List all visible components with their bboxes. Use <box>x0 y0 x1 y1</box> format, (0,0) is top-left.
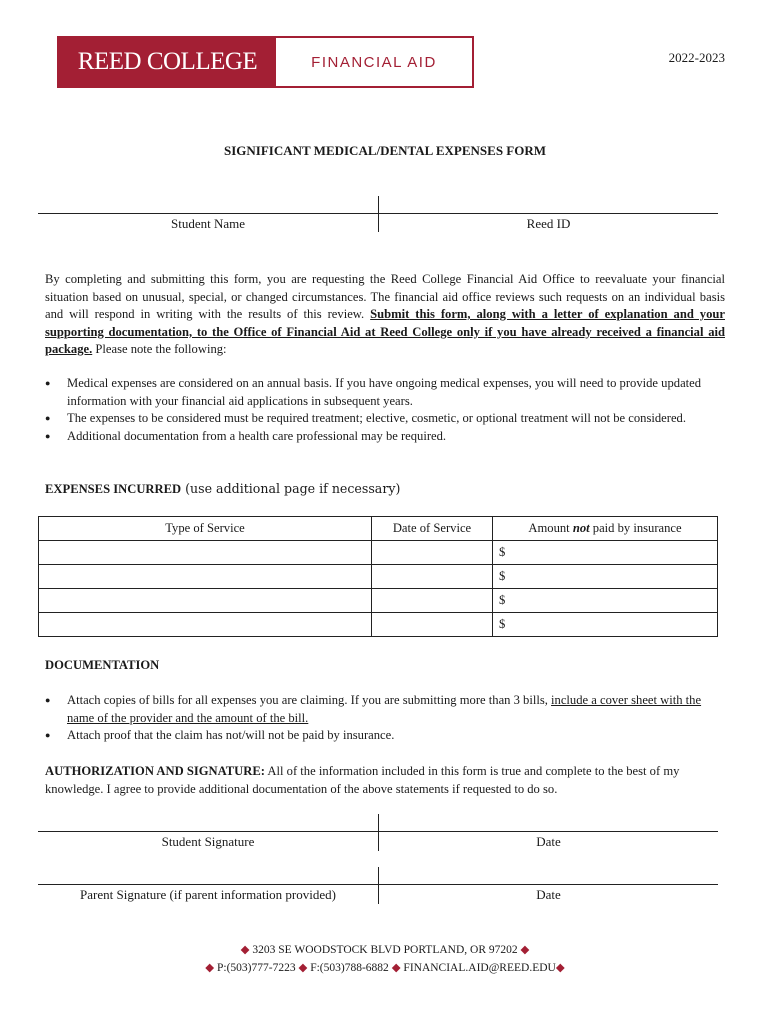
col-amount-emphasis: not <box>572 521 590 535</box>
documentation-list <box>45 692 725 745</box>
list-item <box>45 692 725 727</box>
diamond-icon: ◆ <box>298 962 308 974</box>
col-type-of-service: Type of Service <box>39 517 372 541</box>
intro-paragraph <box>45 271 725 359</box>
footer-address: 3203 SE WOODSTOCK BLVD PORTLAND, OR 97202 <box>252 944 518 956</box>
footer-fax: F:(503)788-6882 <box>310 962 389 974</box>
footer-contact-line <box>0 959 770 977</box>
logo-department: FINANCIAL AID <box>311 53 437 71</box>
table-row <box>39 589 718 613</box>
col-amount-text: Amount <box>528 521 573 535</box>
reed-college-logo <box>57 36 474 88</box>
table-row <box>39 541 718 565</box>
list-item: ● Attach proof that the claim has not/will not be paid by insurance. <box>45 727 725 745</box>
academic-year: 2022-2023 <box>668 50 725 65</box>
student-name-label: Student Name <box>170 216 245 231</box>
expenses-table <box>38 516 718 637</box>
documentation-heading: DOCUMENTATION <box>45 658 160 672</box>
table-row <box>39 613 718 637</box>
footer-email[interactable]: FINANCIAL.AID@REED.EDU <box>403 962 556 974</box>
authorization-text: All of the information included in this form is true and complete to the best of my knowledge. I agree to provide additional documentation of the above statements if requested to do so. <box>45 764 680 796</box>
amount-cell[interactable] <box>493 589 718 613</box>
reed-id-label: Reed ID <box>526 216 571 231</box>
currency-symbol: $ <box>499 617 506 631</box>
form-title: SIGNIFICANT MEDICAL/DENTAL EXPENSES FORM <box>223 143 547 158</box>
authorization-heading: AUTHORIZATION AND SIGNATURE: <box>45 764 265 778</box>
date-of-service-cell[interactable] <box>372 613 493 637</box>
documentation-item-text: Attach copies of bills for all expenses you are claiming. If you are submitting more than 3 bills, <box>67 693 552 707</box>
student-signature-label: Student Signature <box>161 834 255 849</box>
amount-cell[interactable] <box>493 565 718 589</box>
student-date-label: Date <box>536 834 561 849</box>
intro-tail: Please note the following: <box>92 342 227 356</box>
diamond-icon: ◆ <box>391 962 401 974</box>
currency-symbol: $ <box>499 593 506 607</box>
date-of-service-cell[interactable] <box>372 589 493 613</box>
list-item: ● Additional documentation from a health care professional may be required. <box>45 428 725 446</box>
diamond-icon: ◆ <box>205 962 215 974</box>
parent-date-label: Date <box>536 887 561 902</box>
diamond-icon: ◆ <box>240 944 250 956</box>
authorization-paragraph <box>45 763 725 798</box>
col-date-of-service: Date of Service <box>372 517 493 541</box>
amount-cell[interactable] <box>493 541 718 565</box>
notes-list <box>45 375 725 445</box>
currency-symbol: $ <box>499 545 506 559</box>
type-of-service-cell[interactable] <box>39 589 372 613</box>
parent-signature-label: Parent Signature (if parent information provided) <box>80 887 336 902</box>
date-of-service-cell[interactable] <box>372 565 493 589</box>
type-of-service-cell[interactable] <box>39 565 372 589</box>
diamond-icon: ◆ <box>555 962 565 974</box>
type-of-service-cell[interactable] <box>39 613 372 637</box>
intro-text: By completing and submitting this form, you are requesting the Reed College Financial Aid Office to reevaluate your financial situation based on unusual, special, or changed circumstances. The financial aid office reviews such requests on an individual basis and will respond in writing with the results of this review. <box>45 272 725 321</box>
list-item: ● Medical expenses are considered on an annual basis. If you have ongoing medical expenses, you will need to provide updated information with your financial aid applications in subsequent years. <box>45 375 725 410</box>
col-amount-text-tail: paid by insurance <box>589 521 682 535</box>
footer-phone: P:(503)777-7223 <box>217 962 296 974</box>
intro-submit-instructions: Submit this form, along with a letter of explanation and your supporting documentation, to the Office of Financial Aid at Reed College only if you have already received a financial aid package. <box>45 307 725 356</box>
table-row <box>39 565 718 589</box>
logo-wordmark: REED COLLEGE <box>59 38 276 86</box>
type-of-service-cell[interactable] <box>39 541 372 565</box>
expenses-heading-title: EXPENSES INCURRED <box>45 482 182 496</box>
currency-symbol: $ <box>499 569 506 583</box>
expenses-heading-note: (use additional page if necessary) <box>181 481 401 496</box>
list-item: ● The expenses to be considered must be required treatment; elective, cosmetic, or optional treatment will not be considered. <box>45 410 725 428</box>
amount-cell[interactable] <box>493 613 718 637</box>
diamond-icon: ◆ <box>520 944 530 956</box>
documentation-cover-sheet-note: include a cover sheet with the name of the provider and the amount of the bill. <box>67 693 702 725</box>
footer-address-line <box>0 941 770 959</box>
date-of-service-cell[interactable] <box>372 541 493 565</box>
table-header-row <box>39 517 718 541</box>
expenses-heading <box>45 481 400 497</box>
col-amount-not-paid <box>493 517 718 541</box>
